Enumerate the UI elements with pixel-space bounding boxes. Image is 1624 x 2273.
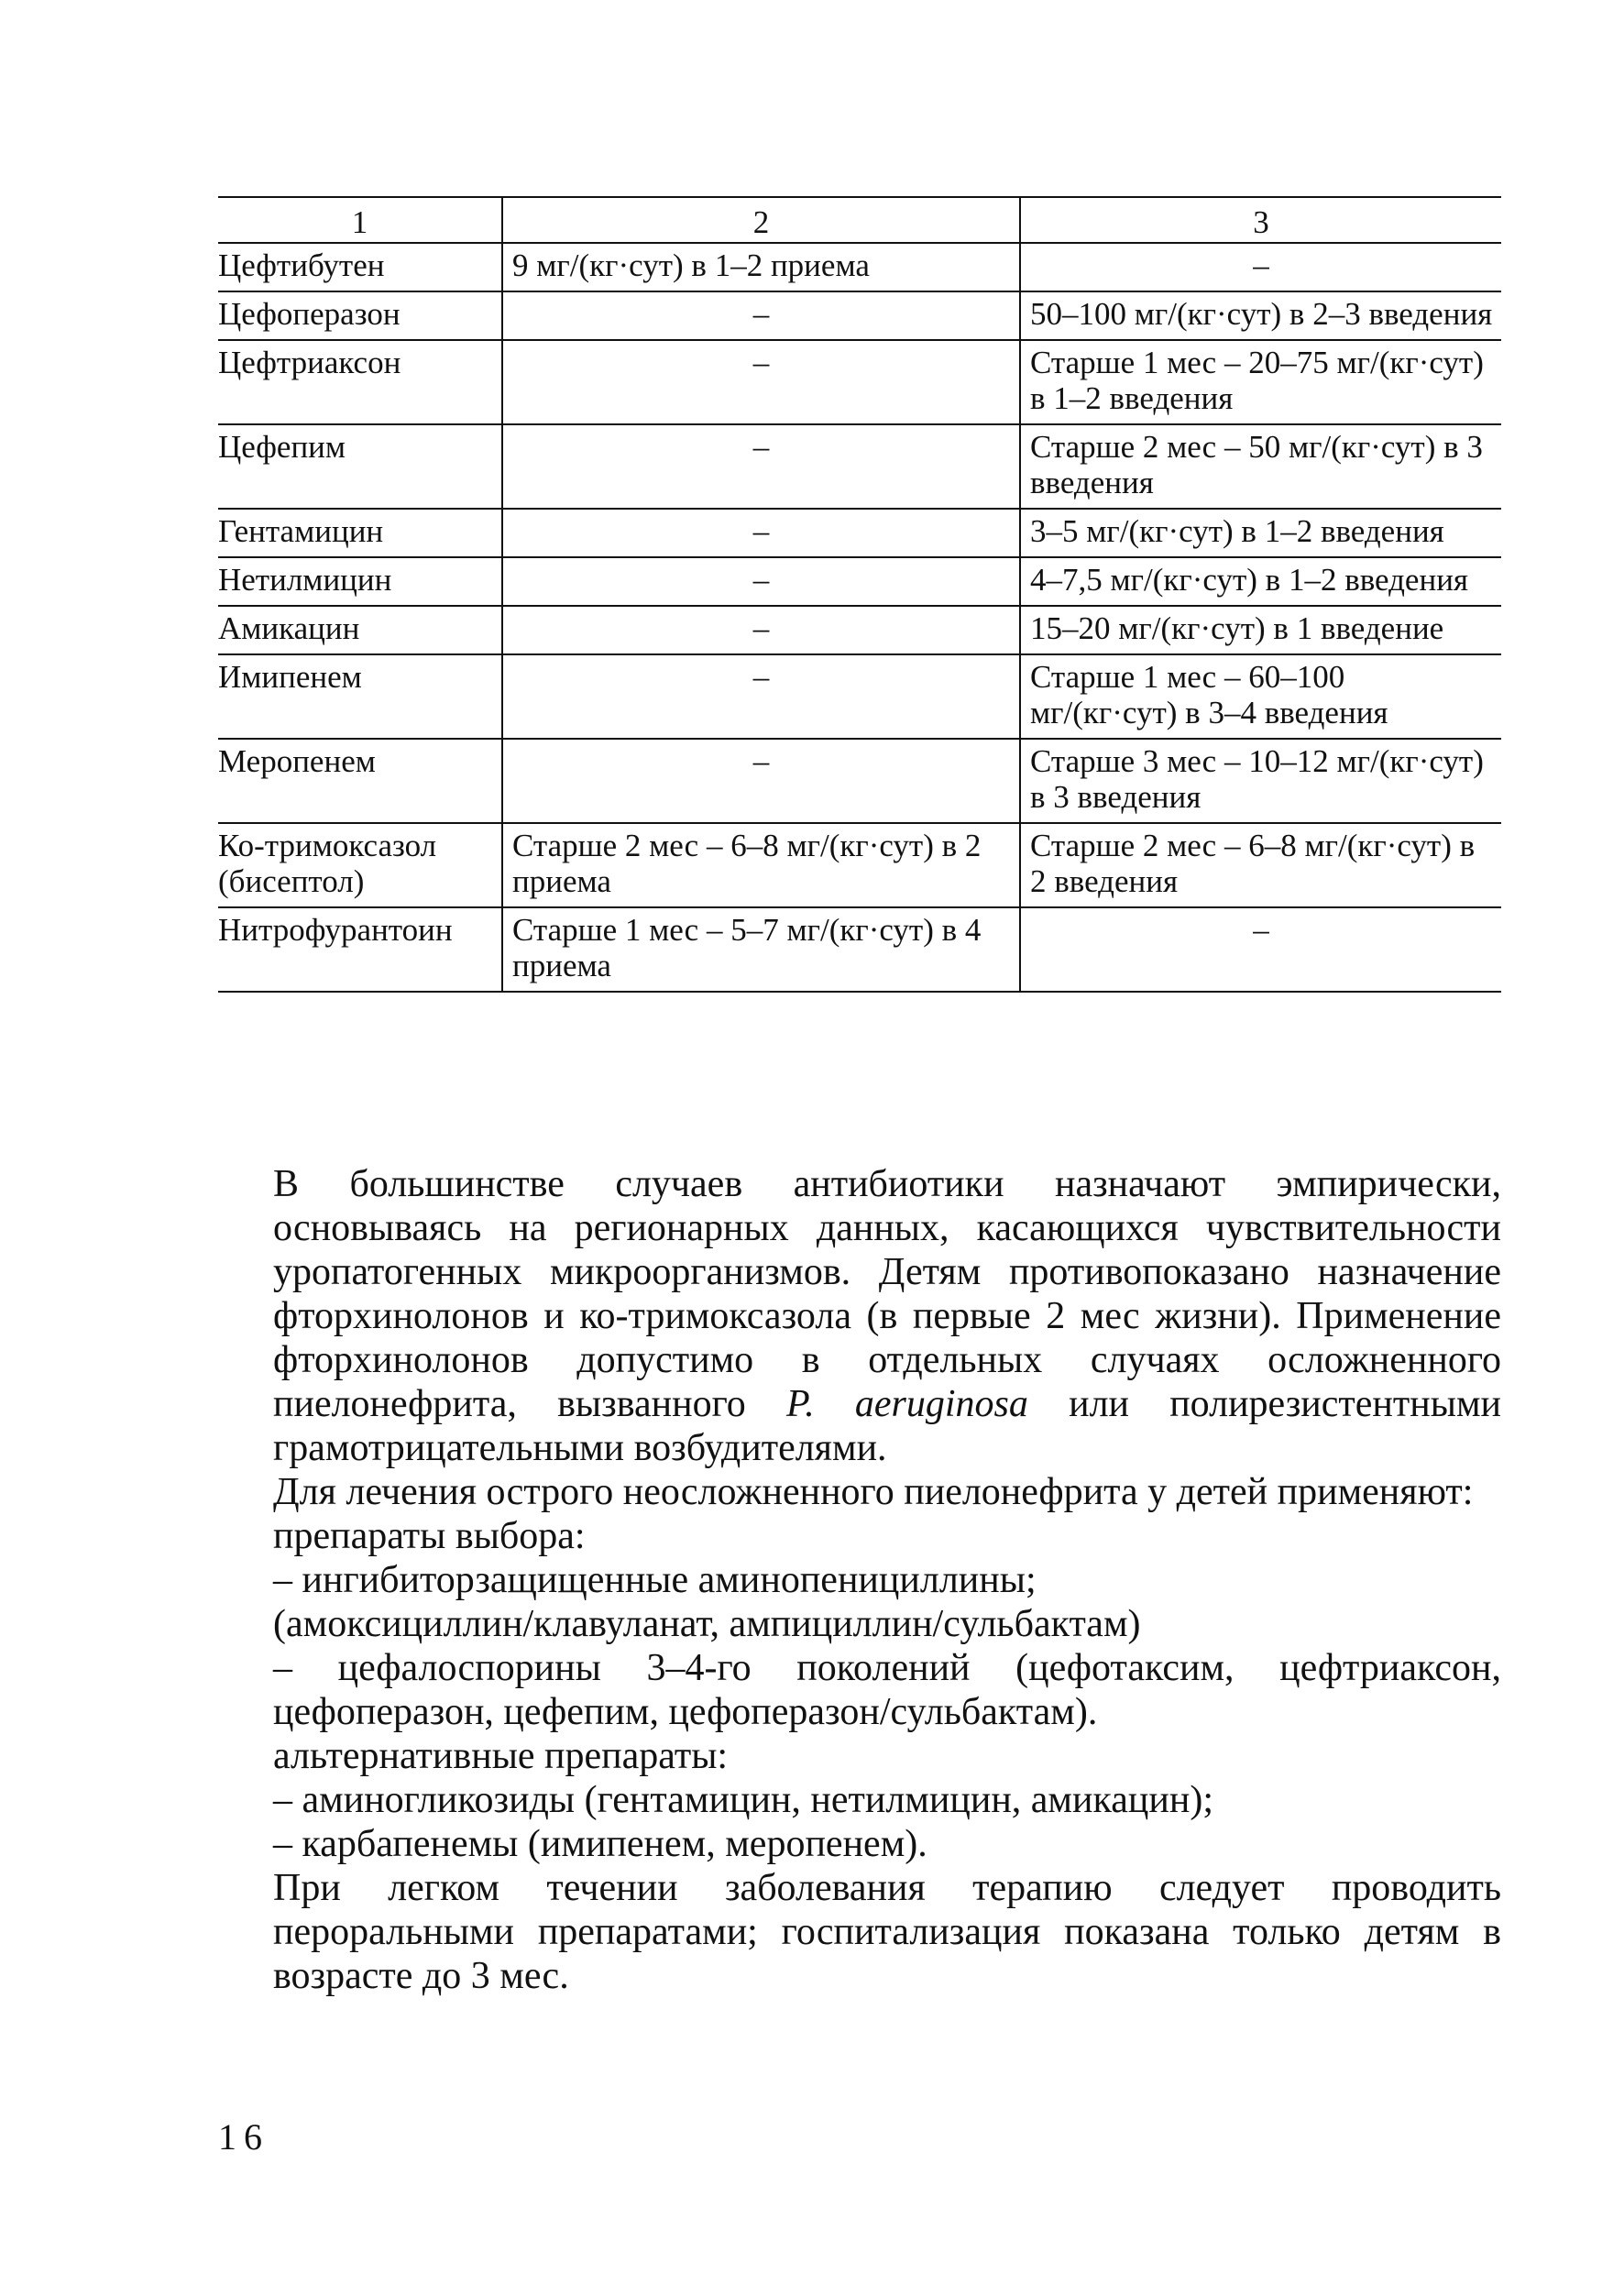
drug-name-cell: Меропенем [218, 739, 502, 823]
list-item: – карбапенемы (имипенем, меропенем). [273, 1823, 927, 1865]
parenteral-dose-cell: Старше 2 мес – 6–8 мг/(кг·сут) в 2 введения [1020, 823, 1501, 907]
body-text [218, 1162, 1501, 1998]
table-row [218, 243, 1501, 291]
parenteral-dose-cell: Старше 3 мес – 10–12 мг/(кг·сут) в 3 введения [1020, 739, 1501, 823]
parenteral-dose-cell: 50–100 мг/(кг·сут) в 2–3 введения [1020, 291, 1501, 340]
drug-name-cell: Цефепим [218, 424, 502, 509]
first-choice-heading: препараты выбора: [273, 1515, 586, 1557]
column-header-2: 2 [502, 197, 1020, 243]
oral-dose-cell: Старше 1 мес – 5–7 мг/(кг·сут) в 4 приема [502, 907, 1020, 992]
table-row [218, 424, 1501, 509]
oral-dose-cell: 9 мг/(кг·сут) в 1–2 приема [502, 243, 1020, 291]
column-header-1: 1 [218, 197, 502, 243]
oral-dose-cell: – [502, 557, 1020, 606]
oral-dose-cell: – [502, 291, 1020, 340]
dosage-table [218, 196, 1501, 993]
drug-name-cell: Имипенем [218, 654, 502, 739]
paragraph-text: или полирезистентными грамотрицательными возбудителями. [273, 1383, 1501, 1469]
parenteral-dose-cell: Старше 1 мес – 60–100 мг/(кг·сут) в 3–4 введения [1020, 654, 1501, 739]
oral-dose-cell: – [502, 509, 1020, 557]
drug-name-cell: Амикацин [218, 606, 502, 654]
parenteral-dose-cell: 4–7,5 мг/(кг·сут) в 1–2 введения [1020, 557, 1501, 606]
parenteral-dose-cell: – [1020, 907, 1501, 992]
drug-name-cell: Цефоперазон [218, 291, 502, 340]
paragraph-text: В большинстве случаев антибиотики назначают эмпирически, основываясь на регионарных данных, касающихся чувствительности уропатогенных микроорганизмов. Детям противопоказано назначение фторхинолонов и ко-тримоксазола (в первые 2 мес жизни). Применение фторхинолонов допустимо в отдельных случаях осложненного пиелонефрита, вызванного [273, 1163, 1501, 1425]
drug-name-cell: Гентамицин [218, 509, 502, 557]
paragraph-mild-course: При легком течении заболевания терапию следует проводить пероральными препаратами; госпитализация показана только детям в возрасте до 3 мес. [273, 1867, 1501, 1997]
table-row [218, 509, 1501, 557]
table-row [218, 739, 1501, 823]
table-row [218, 557, 1501, 606]
table-row [218, 654, 1501, 739]
drug-name-cell: Нетилмицин [218, 557, 502, 606]
list-item: – ингибиторзащищенные аминопенициллины; [273, 1559, 1037, 1601]
table-header-row [218, 197, 1501, 243]
table-row [218, 291, 1501, 340]
parenteral-dose-cell: Старше 2 мес – 50 мг/(кг·сут) в 3 введения [1020, 424, 1501, 509]
paragraph-treatment-intro: Для лечения острого неосложненного пиелонефрита у детей применяют: [273, 1471, 1474, 1513]
paragraph-empirical-therapy [218, 1162, 1501, 1470]
oral-dose-cell: – [502, 606, 1020, 654]
list-item: (амоксициллин/клавуланат, ампициллин/сульбактам) [273, 1603, 1141, 1645]
parenteral-dose-cell: – [1020, 243, 1501, 291]
parenteral-dose-cell: Старше 1 мес – 20–75 мг/(кг·сут) в 1–2 введения [1020, 340, 1501, 424]
table-row [218, 823, 1501, 907]
list-item: – цефалоспорины 3–4-го поколений (цефотаксим, цефтриаксон, цефоперазон, цефепим, цефоперазон/сульбактам). [273, 1647, 1501, 1733]
table-row [218, 606, 1501, 654]
oral-dose-cell: – [502, 424, 1020, 509]
species-name: P. aeruginosa [785, 1383, 1028, 1425]
oral-dose-cell: – [502, 340, 1020, 424]
parenteral-dose-cell: 15–20 мг/(кг·сут) в 1 введение [1020, 606, 1501, 654]
parenteral-dose-cell: 3–5 мг/(кг·сут) в 1–2 введения [1020, 509, 1501, 557]
oral-dose-cell: Старше 2 мес – 6–8 мг/(кг·сут) в 2 приема [502, 823, 1020, 907]
alternative-heading: альтернативные препараты: [273, 1735, 729, 1777]
drug-name-cell: Цефтриаксон [218, 340, 502, 424]
list-item: – аминогликозиды (гентамицин, нетилмицин, амикацин); [273, 1779, 1213, 1821]
table-row [218, 907, 1501, 992]
table-row [218, 340, 1501, 424]
drug-name-cell: Цефтибутен [218, 243, 502, 291]
page-number: 16 [218, 2116, 269, 2158]
oral-dose-cell: – [502, 739, 1020, 823]
column-header-3: 3 [1020, 197, 1501, 243]
drug-name-cell: Нитрофурантоин [218, 907, 502, 992]
oral-dose-cell: – [502, 654, 1020, 739]
drug-name-cell: Ко-тримоксазол (бисептол) [218, 823, 502, 907]
